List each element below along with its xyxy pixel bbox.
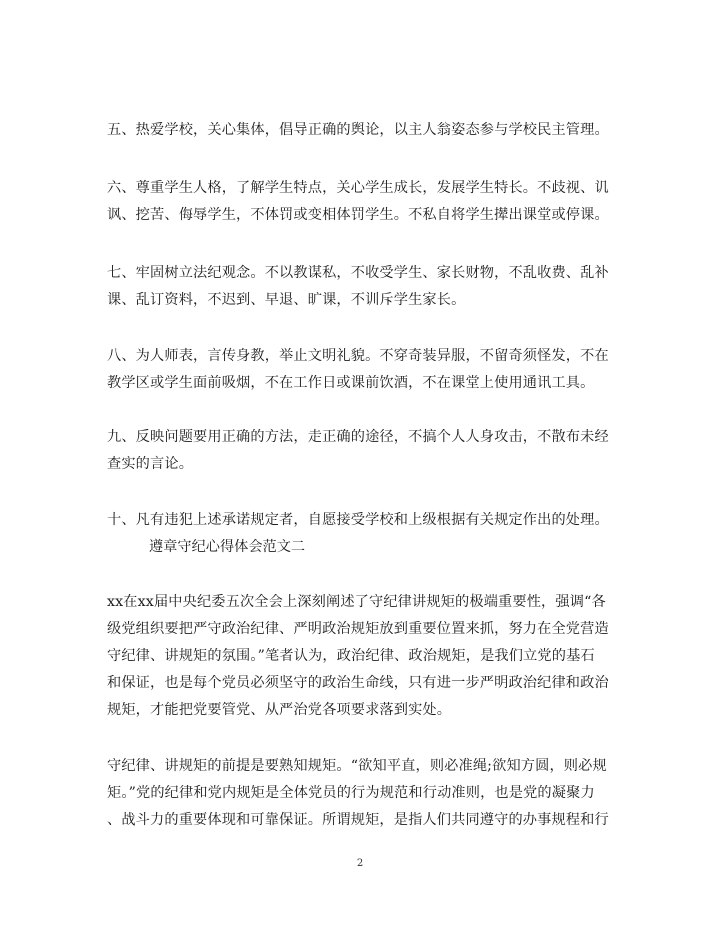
text-line: 十、凡有违犯上述承诺规定者，自愿接受学校和上级根据有关规定作出的处理。 — [107, 512, 609, 528]
text-line: 规矩，才能把党要管党、从严治党各项要求落到实处。 — [107, 702, 452, 718]
text-line: 、战斗力的重要体现和可靠保证。所谓规矩，是指人们共同遵守的办事规程和行 — [107, 812, 609, 828]
text-line: xx在xx届中央纪委五次全会上深刻阐述了守纪律讲规矩的极端重要性，强调“各 — [107, 594, 606, 610]
text-line: 五、热爱学校，关心集体，倡导正确的舆论，以主人翁姿态参与学校民主管理。 — [107, 122, 609, 138]
paragraph-6 — [107, 175, 615, 229]
paragraph-9 — [107, 424, 615, 478]
text-line: 课、乱订资料，不迟到、早退、旷课，不训斥学生家长。 — [107, 292, 466, 308]
paragraph-10 — [107, 507, 615, 534]
text-line: 九、反映问题要用正确的方法，走正确的途径，不搞个人人身攻击，不散布未经 — [107, 429, 609, 445]
paragraph-5 — [107, 117, 615, 144]
text-line: 七、牢固树立法纪观念。不以教谋私，不收受学生、家长财物，不乱收费、乱补 — [107, 265, 609, 281]
text-line: 和保证，也是每个党员必须坚守的政治生命线，只有进一步严明政治纪律和政治 — [107, 675, 609, 691]
text-line: 六、尊重学生人格，了解学生特点，关心学生成长，发展学生特长。不歧视、讥 — [107, 180, 609, 196]
text-line: 讽、挖苦、侮辱学生，不体罚或变相体罚学生。不私自将学生撵出课堂或停课。 — [107, 207, 609, 223]
paragraph-7 — [107, 260, 615, 314]
text-line: 矩。”党的纪律和党内规矩是全体党员的行为规范和行动准则，也是党的凝聚力 — [107, 785, 595, 801]
paragraph-intro — [107, 589, 615, 724]
paragraph-rules — [107, 753, 615, 834]
text-line: 级党组织要把严守政治纪律、严明政治规矩放到重要位置来抓，努力在全党营造 — [107, 621, 609, 637]
text-line: 教学区或学生面前吸烟，不在工作日或课前饮酒，不在课堂上使用通讯工具。 — [107, 375, 595, 391]
text-line: 守纪律、讲规矩的前提是要熟知规矩。“欲知平直，则必准绳;欲知方圆，则必规 — [107, 758, 607, 774]
text-line: 八、为人师表，言传身教，举止文明礼貌。不穿奇装异服，不留奇须怪发，不在 — [107, 348, 609, 364]
text-line: 查实的言论。 — [107, 456, 194, 472]
page-number: 2 — [356, 858, 364, 869]
paragraph-8 — [107, 343, 615, 397]
section-subtitle: 遵章守纪心得体会范文二 — [149, 539, 306, 555]
text-line: 守纪律、讲规矩的氛围。”笔者认为，政治纪律、政治规矩，是我们立党的基石 — [107, 648, 595, 664]
